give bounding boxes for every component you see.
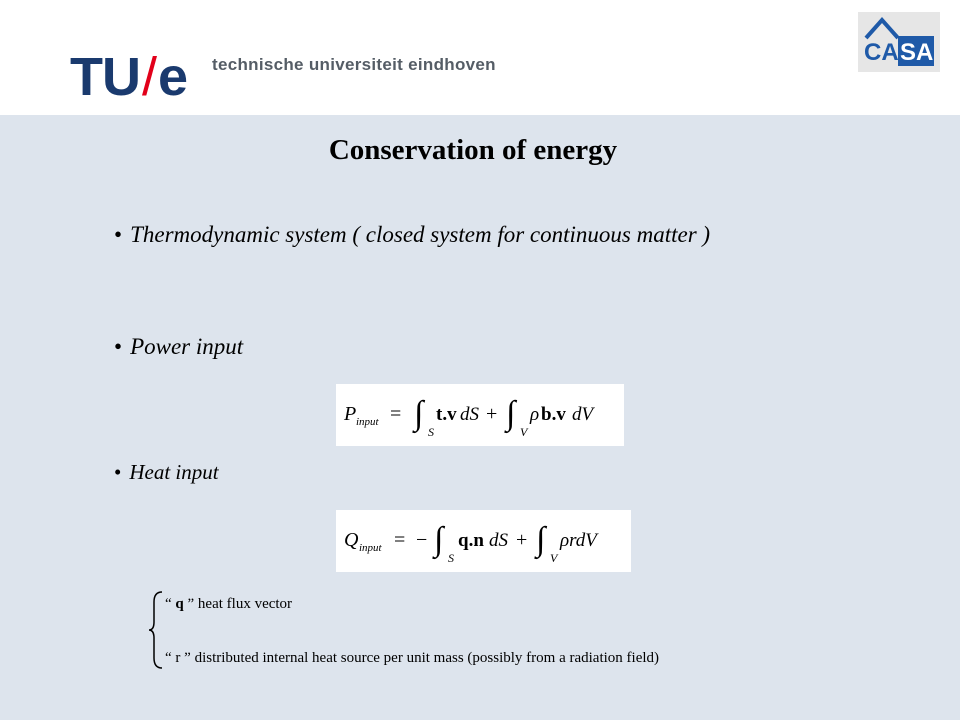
svg-text:ρ: ρ bbox=[530, 404, 540, 425]
svg-text:SA: SA bbox=[900, 39, 934, 66]
svg-text:∫: ∫ bbox=[434, 521, 444, 558]
svg-text:CA: CA bbox=[864, 39, 899, 66]
bullet-heat-input bbox=[114, 460, 219, 485]
bullet-text: Thermodynamic system ( closed system for continuous matter ) bbox=[130, 222, 711, 247]
svg-text:S: S bbox=[428, 425, 434, 439]
casa-house-icon bbox=[858, 12, 940, 72]
svg-text:=: = bbox=[394, 529, 406, 551]
svg-text:t.v: t.v bbox=[436, 404, 457, 425]
svg-text:dS: dS bbox=[489, 530, 508, 551]
tue-logo-slash: / bbox=[141, 47, 156, 107]
definition-symbol: r bbox=[175, 650, 181, 666]
svg-text:P: P bbox=[344, 403, 357, 425]
svg-text:dV: dV bbox=[572, 404, 594, 425]
bullet-dot: • bbox=[114, 460, 122, 484]
definition-q bbox=[165, 596, 292, 613]
definition-open-quote: “ bbox=[165, 596, 176, 612]
svg-text:ρrdV: ρrdV bbox=[560, 530, 597, 551]
svg-text:Q: Q bbox=[344, 529, 359, 551]
svg-text:∫: ∫ bbox=[414, 395, 424, 432]
svg-text:=: = bbox=[390, 403, 402, 425]
power-input-equation bbox=[336, 384, 624, 446]
svg-text:V: V bbox=[520, 425, 528, 439]
svg-text:∫: ∫ bbox=[506, 395, 516, 432]
casa-logo bbox=[858, 12, 940, 72]
bullet-thermodynamic-system bbox=[114, 222, 710, 248]
definition-symbol: q bbox=[175, 596, 184, 612]
svg-text:input: input bbox=[359, 542, 382, 554]
definition-r bbox=[165, 650, 659, 667]
svg-text:+: + bbox=[516, 529, 528, 551]
power-input-formula bbox=[336, 384, 624, 446]
heat-input-formula bbox=[336, 510, 631, 572]
svg-text:b.v: b.v bbox=[541, 404, 566, 425]
svg-text:q.n: q.n bbox=[458, 530, 484, 551]
svg-text:input: input bbox=[356, 416, 379, 428]
slide-header bbox=[0, 0, 960, 115]
svg-text:−: − bbox=[416, 529, 428, 551]
bullet-text: Power input bbox=[130, 334, 244, 359]
bullet-power-input bbox=[114, 334, 243, 360]
svg-text:∫: ∫ bbox=[536, 521, 546, 558]
bullet-dot: • bbox=[114, 222, 123, 247]
svg-text:+: + bbox=[486, 403, 498, 425]
svg-text:V: V bbox=[550, 551, 558, 565]
heat-input-equation bbox=[336, 510, 631, 572]
tue-logo-tu: TU bbox=[70, 47, 140, 107]
university-name: technische universiteit eindhoven bbox=[212, 55, 496, 74]
tue-logo-e: e bbox=[158, 47, 188, 107]
bullet-text: Heat input bbox=[129, 460, 219, 484]
left-brace-icon bbox=[148, 590, 164, 670]
svg-text:dS: dS bbox=[460, 404, 479, 425]
definition-text: ” heat flux vector bbox=[183, 596, 293, 612]
slide-title: Conservation of energy bbox=[328, 134, 618, 166]
definition-text: ” distributed internal heat source per unit mass (possibly from a radiation field) bbox=[180, 650, 660, 666]
bullet-dot: • bbox=[114, 334, 123, 359]
svg-text:S: S bbox=[448, 551, 454, 565]
definition-open-quote: “ bbox=[165, 650, 176, 666]
tue-logo bbox=[70, 47, 188, 107]
